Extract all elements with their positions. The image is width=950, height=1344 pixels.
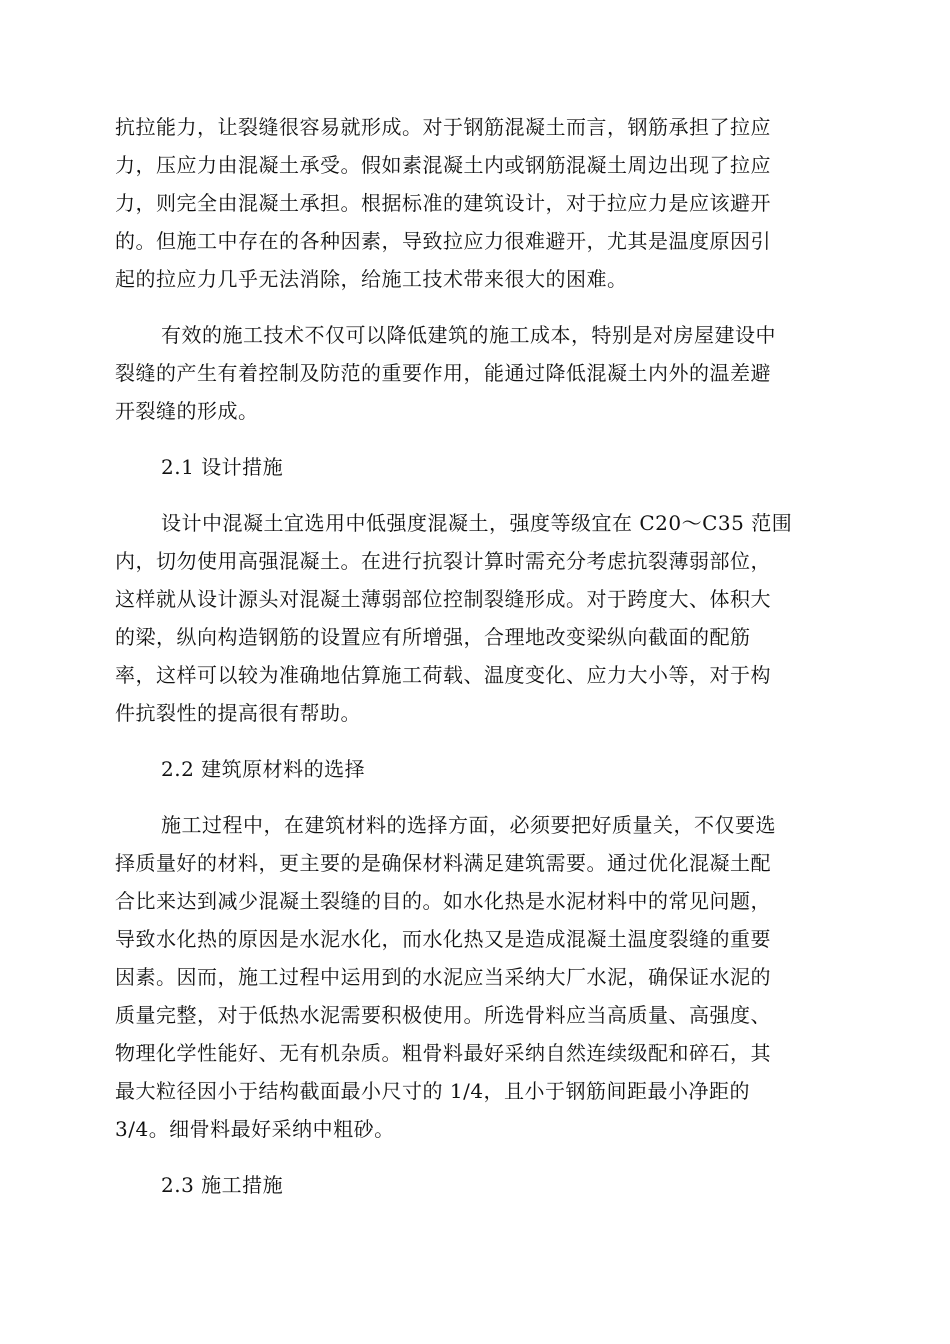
document-body — [115, 108, 835, 1222]
section-heading-2-1: 2.1 设计措施 — [161, 455, 284, 479]
paragraph-tensile-stress — [115, 108, 835, 298]
paragraph-line: 件抗裂性的提高很有帮助。 — [115, 701, 361, 725]
paragraph-design-measures — [115, 504, 835, 732]
paragraph-line: 物理化学性能好、无有机杂质。粗骨料最好采纳自然连续级配和碎石，其 — [115, 1041, 771, 1065]
paragraph-construction-technique — [115, 316, 835, 430]
section-heading-2-3: 2.3 施工措施 — [161, 1173, 284, 1197]
paragraph-line: 择质量好的材料，更主要的是确保材料满足建筑需要。通过优化混凝土配 — [115, 851, 771, 875]
paragraph-line: 设计中混凝土宜选用中低强度混凝土，强度等级宜在 C20～C35 范围 — [161, 511, 793, 535]
paragraph-line: 裂缝的产生有着控制及防范的重要作用，能通过降低混凝土内外的温差避 — [115, 361, 771, 385]
paragraph-line: 因素。因而，施工过程中运用到的水泥应当采纳大厂水泥，确保证水泥的 — [115, 965, 771, 989]
paragraph-line: 最大粒径因小于结构截面最小尺寸的 1/4，且小于钢筋间距最小净距的 — [115, 1079, 751, 1103]
section-heading-2-2: 2.2 建筑原材料的选择 — [161, 757, 366, 781]
paragraph-line: 这样就从设计源头对混凝土薄弱部位控制裂缝形成。对于跨度大、体积大 — [115, 587, 771, 611]
paragraph-line: 内，切勿使用高强混凝土。在进行抗裂计算时需充分考虑抗裂薄弱部位， — [115, 549, 771, 573]
paragraph-line: 有效的施工技术不仅可以降低建筑的施工成本，特别是对房屋建设中 — [161, 323, 776, 347]
paragraph-line: 施工过程中，在建筑材料的选择方面，必须要把好质量关，不仅要选 — [161, 813, 776, 837]
paragraph-line: 导致水化热的原因是水泥水化，而水化热又是造成混凝土温度裂缝的重要 — [115, 927, 771, 951]
paragraph-line: 质量完整，对于低热水泥需要积极使用。所选骨料应当高质量、高强度、 — [115, 1003, 771, 1027]
paragraph-material-selection — [115, 806, 835, 1148]
paragraph-line: 合比来达到减少混凝土裂缝的目的。如水化热是水泥材料中的常见问题， — [115, 889, 771, 913]
paragraph-line: 率，这样可以较为准确地估算施工荷载、温度变化、应力大小等，对于构 — [115, 663, 771, 687]
paragraph-line: 力，压应力由混凝土承受。假如素混凝土内或钢筋混凝土周边出现了拉应 — [115, 153, 771, 177]
paragraph-line: 的梁，纵向构造钢筋的设置应有所增强，合理地改变梁纵向截面的配筋 — [115, 625, 751, 649]
paragraph-line: 3/4。细骨料最好采纳中粗砂。 — [115, 1117, 395, 1141]
paragraph-line: 的。但施工中存在的各种因素，导致拉应力很难避开，尤其是温度原因引 — [115, 229, 771, 253]
paragraph-line: 开裂缝的形成。 — [115, 399, 259, 423]
paragraph-line: 力，则完全由混凝土承担。根据标准的建筑设计，对于拉应力是应该避开 — [115, 191, 771, 215]
paragraph-line: 抗拉能力，让裂缝很容易就形成。对于钢筋混凝土而言，钢筋承担了拉应 — [115, 115, 771, 139]
paragraph-line: 起的拉应力几乎无法消除，给施工技术带来很大的困难。 — [115, 267, 628, 291]
